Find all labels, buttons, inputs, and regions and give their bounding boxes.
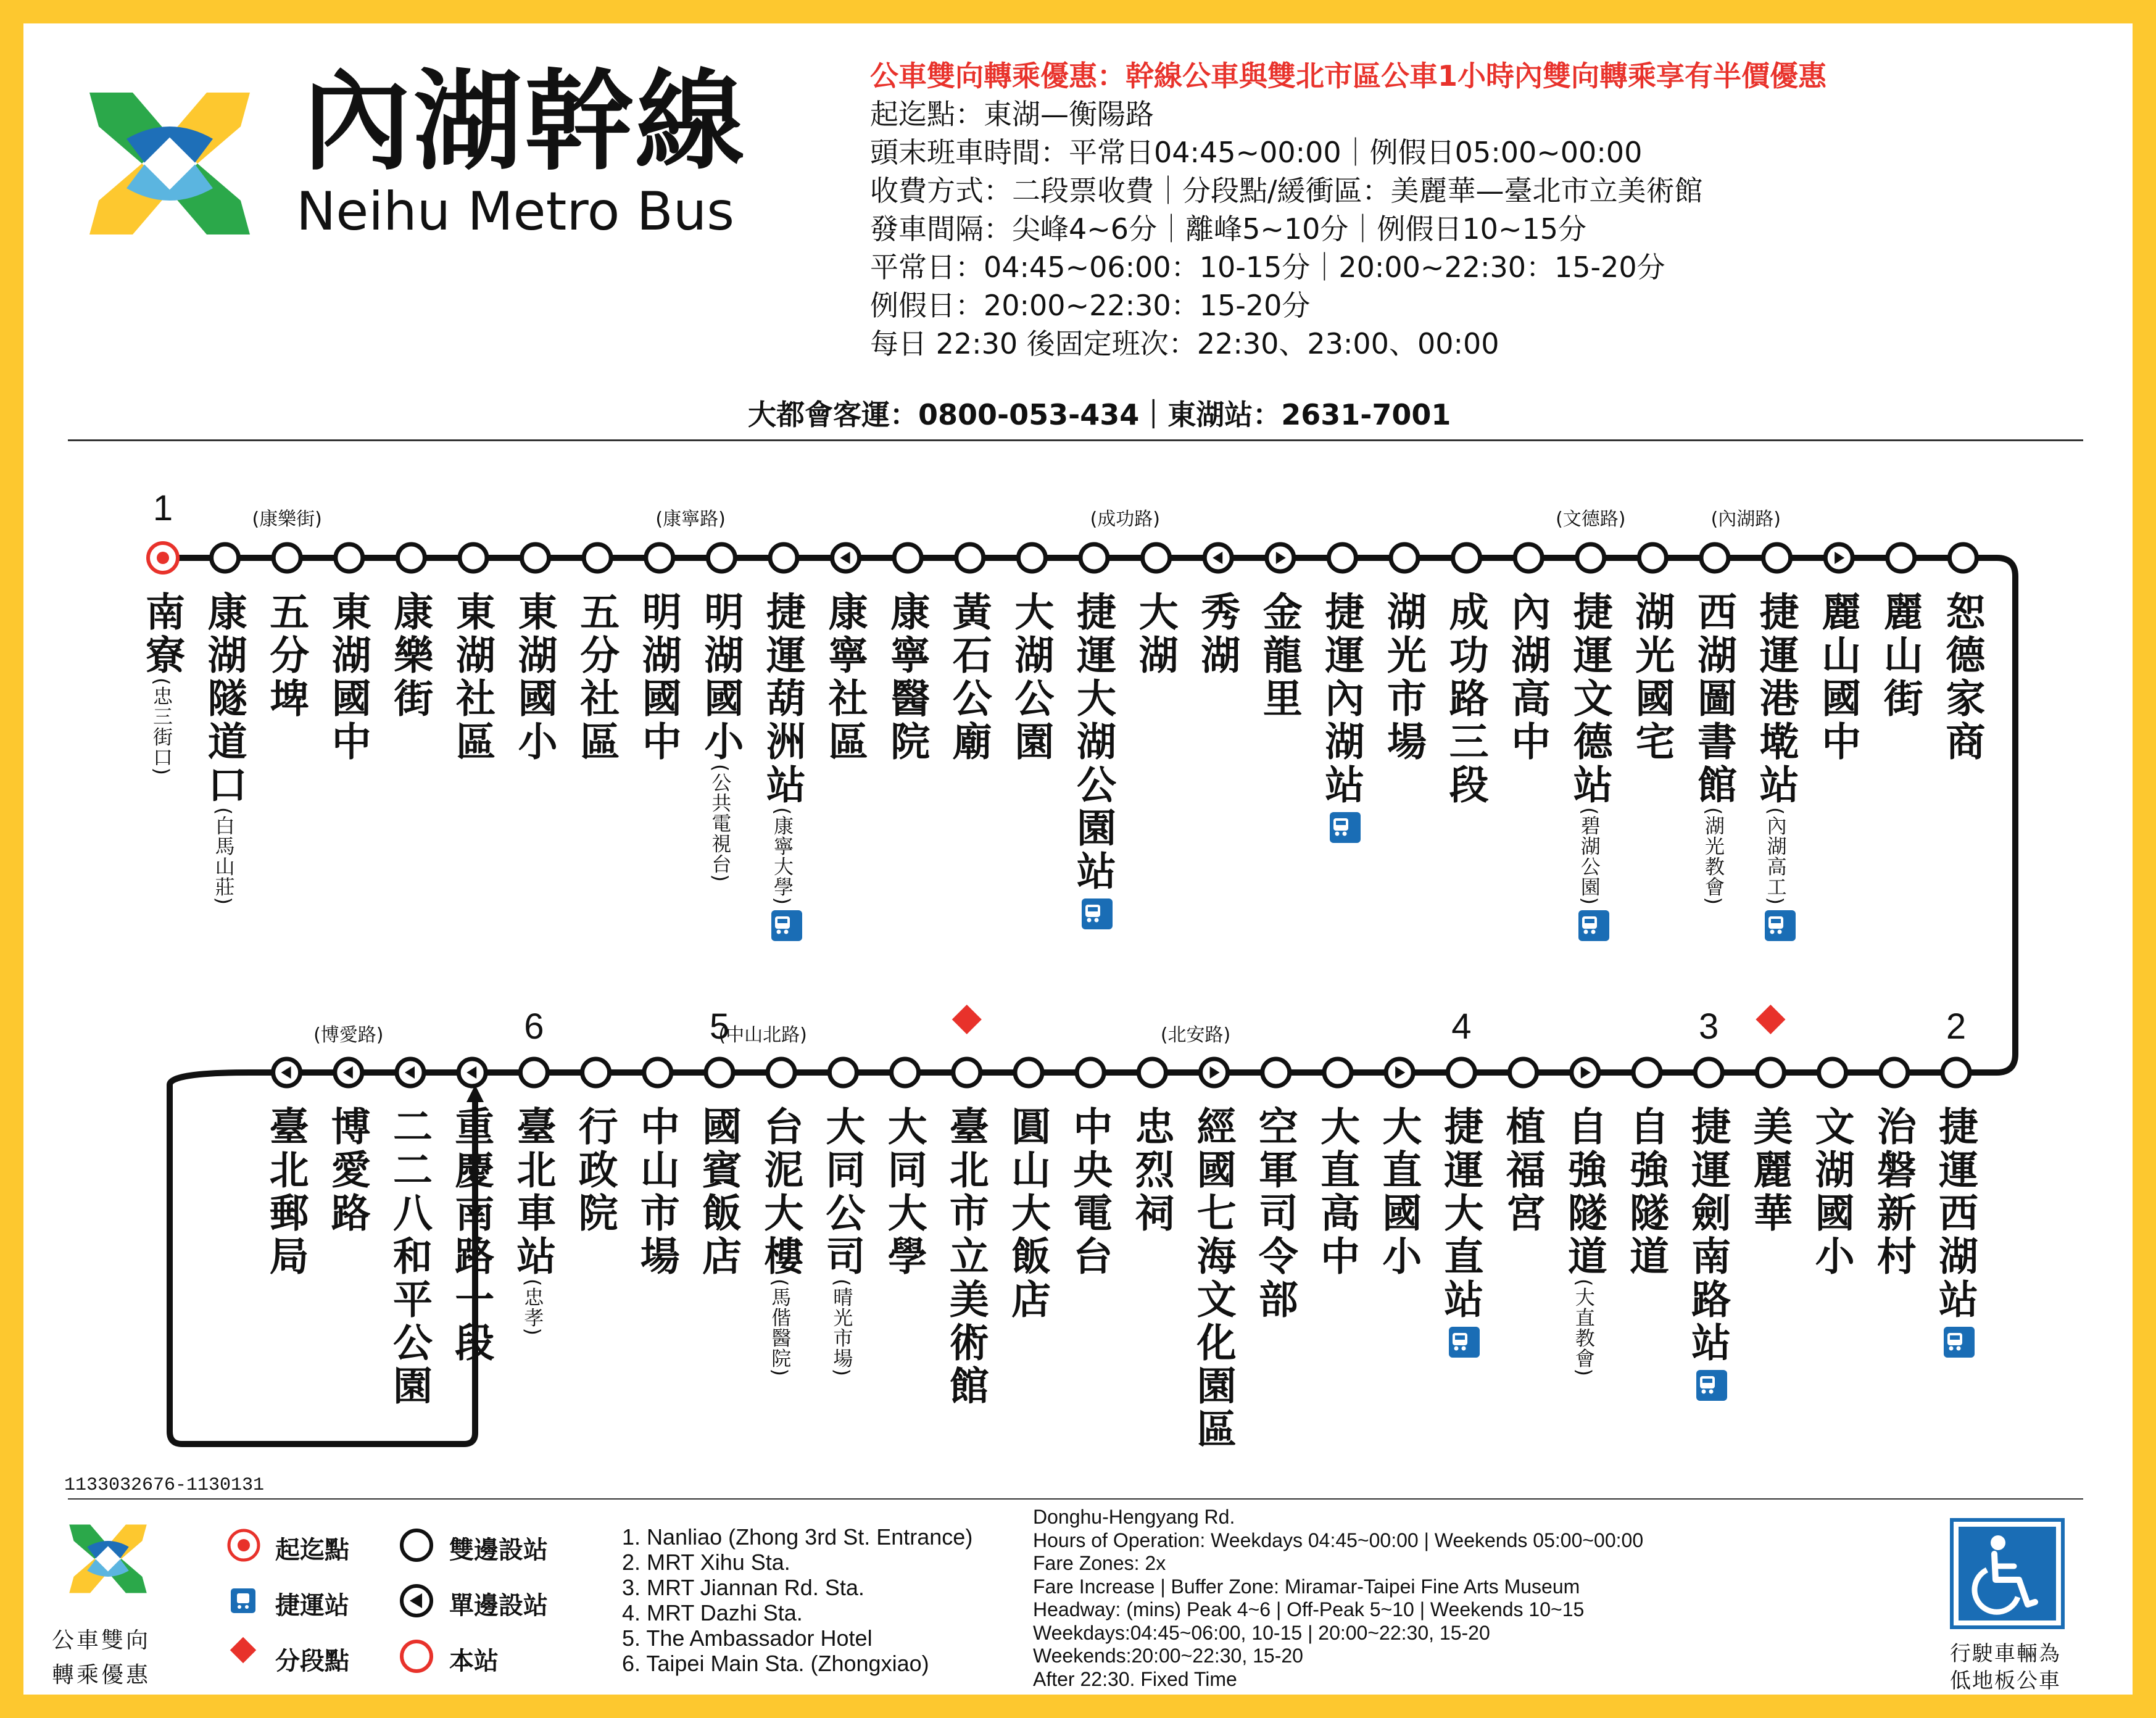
this-station-legend-icon xyxy=(402,1641,431,1671)
stop-name-text: 康寧社區 xyxy=(821,591,868,764)
stop-marker xyxy=(460,544,487,571)
stop-name xyxy=(263,591,309,721)
road-name: (康寧路) xyxy=(655,508,726,530)
english-info-line: Headway: (mins) Peak 4~6 | Off-Peak 5~10 | Weekends 10~15 xyxy=(1033,1598,1585,1620)
stop-name-text: 東湖社區 xyxy=(449,591,495,764)
stop-name xyxy=(819,1106,865,1377)
key-stop-number: 5 xyxy=(709,1006,730,1047)
english-info-line: Hours of Operation: Weekdays 04:45~00:00 | Weekends 05:00~00:00 xyxy=(1033,1529,1644,1551)
stop-name xyxy=(325,591,371,764)
mrt-station-icon xyxy=(771,910,802,941)
stop-name-text: 明湖國中 xyxy=(635,591,681,764)
stop-name-text: 南寮 xyxy=(139,591,185,678)
stop-subname: (內湖高工) xyxy=(1764,807,1788,905)
stop-name-text: 捷運大湖公園站 xyxy=(1070,591,1116,894)
stop-marker xyxy=(458,1059,486,1086)
stop-name xyxy=(201,591,247,905)
stop-marker xyxy=(1757,1059,1784,1086)
stop-name xyxy=(571,1106,618,1235)
english-info-line: Fare Increase | Buffer Zone: Miramar-Taipei Fine Arts Museum xyxy=(1033,1575,1580,1598)
stop-name-text: 臺北車站 xyxy=(510,1106,556,1279)
english-info-line: After 22:30. Fixed Time xyxy=(1033,1667,1237,1690)
stop-name-text: 空軍司令部 xyxy=(1251,1106,1298,1322)
stop-marker xyxy=(1764,544,1791,571)
stop-marker xyxy=(1329,544,1356,571)
key-stop-number: 3 xyxy=(1699,1006,1719,1047)
stop-name xyxy=(387,591,433,721)
road-name: (文德路) xyxy=(1556,508,1626,530)
stop-name-text: 忠烈祠 xyxy=(1128,1106,1174,1235)
transfer-discount: 公車雙向轉乘優惠：幹線公車與雙北市區公車1小時內雙向轉乘享有半價優惠 xyxy=(870,59,1827,93)
title-english: Neihu Metro Bus xyxy=(296,181,735,243)
stop-name-text: 捷運西湖站 xyxy=(1932,1106,1978,1322)
stop-marker xyxy=(335,1059,362,1086)
mrt-station-icon xyxy=(1765,910,1796,941)
stop-name xyxy=(573,591,620,764)
stop-marker xyxy=(1453,544,1480,571)
stop-name xyxy=(633,1106,679,1279)
stop-marker xyxy=(397,544,425,571)
stop-marker xyxy=(1819,1059,1846,1086)
stop-name xyxy=(139,591,185,776)
stop-marker xyxy=(522,544,549,571)
stop-name xyxy=(1437,1106,1483,1358)
stop-name xyxy=(1442,591,1488,807)
map-code: 1133032676-1130131 xyxy=(64,1475,265,1496)
stop-name-text: 植福宮 xyxy=(1499,1106,1545,1235)
stop-name xyxy=(1380,591,1426,764)
stop-name xyxy=(1314,1106,1359,1279)
stop-name-text: 東湖國中 xyxy=(325,591,371,764)
english-stop: 5. The Ambassador Hotel xyxy=(622,1625,873,1651)
english-stop-list xyxy=(622,1524,972,1676)
road-name: (康樂街) xyxy=(252,508,322,530)
stop-marker xyxy=(1015,1059,1042,1086)
stop-name xyxy=(884,591,930,764)
stop-marker xyxy=(1510,1059,1537,1086)
stop-name-text: 大直高中 xyxy=(1314,1106,1359,1279)
stop-name xyxy=(448,1106,494,1365)
stop-marker xyxy=(1201,1059,1228,1086)
stop-name-text: 秀湖 xyxy=(1194,591,1240,678)
stop-name xyxy=(1808,1106,1854,1279)
stop-name-text: 捷運港墘站 xyxy=(1752,591,1799,807)
stop-name-text: 湖光市場 xyxy=(1380,591,1426,764)
stop-name-text: 明湖國小 xyxy=(697,591,744,764)
stop-name xyxy=(1499,1106,1545,1235)
stop-marker xyxy=(1080,544,1108,571)
mrt-station-icon xyxy=(1696,1370,1727,1401)
stop-marker xyxy=(1018,544,1045,571)
stop-name-text: 成功路三段 xyxy=(1442,591,1488,807)
stop-marker xyxy=(1204,544,1232,571)
english-stop: 4. MRT Dazhi Sta. xyxy=(622,1600,803,1625)
stop-name-text: 二二八和平公園 xyxy=(386,1106,432,1408)
stop-name-text: 大湖 xyxy=(1132,591,1178,678)
stop-name xyxy=(1256,591,1302,721)
mrt-station-icon xyxy=(1944,1327,1975,1358)
stop-name xyxy=(821,591,868,764)
stop-name-text: 台泥大樓 xyxy=(757,1106,803,1279)
english-stop: 3. MRT Jiannan Rd. Sta. xyxy=(622,1575,864,1600)
stop-marker xyxy=(953,1059,981,1086)
stop-name-text: 圓山大飯店 xyxy=(1005,1106,1050,1322)
stop-marker xyxy=(1701,544,1728,571)
stop-name xyxy=(262,1106,309,1279)
stop-subname: (康寧大學) xyxy=(771,807,794,905)
stop-subname: (大直教會) xyxy=(1572,1279,1596,1377)
stop-name xyxy=(510,1106,556,1336)
stop-name xyxy=(1318,591,1364,843)
accessible-caption-1: 行駛車輛為 xyxy=(1950,1641,2061,1666)
stop-name xyxy=(760,591,805,941)
english-info-line: Fare Zones: 2x xyxy=(1033,1552,1166,1574)
stop-marker xyxy=(1143,544,1170,571)
info-line: 例假日：20:00~22:30：15-20分 xyxy=(870,289,1311,322)
road-name: (博愛路) xyxy=(313,1024,384,1046)
english-stop: 1. Nanliao (Zhong 3rd St. Entrance) xyxy=(622,1524,973,1550)
stop-marker xyxy=(520,1059,547,1086)
stop-name-text: 捷運文德站 xyxy=(1566,591,1612,807)
stop-name-text: 大直國小 xyxy=(1375,1106,1422,1279)
stop-marker xyxy=(829,1059,856,1086)
english-stop: 2. MRT Xihu Sta. xyxy=(622,1550,790,1575)
key-stop-number: 4 xyxy=(1451,1006,1472,1047)
stop-name xyxy=(695,1106,741,1279)
legend-one-side: 單邊設站 xyxy=(449,1591,548,1620)
stop-name xyxy=(1375,1106,1422,1279)
legend-terminal: 起迄點 xyxy=(275,1536,349,1564)
stop-name-text: 東湖國小 xyxy=(511,591,557,764)
stop-marker xyxy=(1391,544,1418,571)
english-info-line: Weekends:20:00~22:30, 15-20 xyxy=(1033,1645,1303,1667)
stop-name-text: 康寧醫院 xyxy=(884,591,930,764)
stop-name xyxy=(757,1106,803,1377)
legend-icons-col1 xyxy=(222,1528,265,1688)
stop-name xyxy=(1561,1106,1607,1377)
stop-name-text: 國賓飯店 xyxy=(695,1106,741,1279)
stop-name-text: 麗山國中 xyxy=(1815,591,1861,764)
stop-marker xyxy=(212,544,239,571)
stop-marker xyxy=(1825,544,1852,571)
stop-name-text: 大同公司 xyxy=(819,1106,865,1279)
stop-marker xyxy=(336,544,363,571)
stop-name xyxy=(1691,591,1736,905)
stop-marker xyxy=(584,544,611,571)
stop-name-text: 五分埤 xyxy=(263,591,309,721)
stop-name xyxy=(1939,591,1985,764)
legend-fare-point: 分段點 xyxy=(275,1647,349,1675)
stop-name xyxy=(945,591,992,764)
stop-name xyxy=(1504,591,1551,764)
footer-divider xyxy=(68,1498,2083,1500)
stop-name-text: 五分社區 xyxy=(573,591,620,764)
stop-marker xyxy=(148,543,178,573)
stop-name-text: 康湖隧道口 xyxy=(201,591,247,807)
stop-marker xyxy=(273,1059,301,1086)
transfer-logo-icon xyxy=(62,1516,154,1602)
stop-name-text: 博愛路 xyxy=(324,1106,370,1235)
legend-icons-col2 xyxy=(395,1528,438,1688)
mrt-station-icon xyxy=(1578,910,1609,941)
stop-name-text: 西湖圖書館 xyxy=(1691,591,1736,807)
stop-name-text: 行政院 xyxy=(571,1106,618,1235)
stop-name-text: 金龍里 xyxy=(1256,591,1302,721)
logo-caption-1: 公車雙向 xyxy=(52,1628,151,1653)
stop-name xyxy=(1685,1106,1731,1401)
stop-name xyxy=(511,591,557,764)
stop-marker xyxy=(1949,544,1976,571)
wheelchair-icon xyxy=(1950,1518,2065,1629)
logo-caption-2: 轉乘優惠 xyxy=(52,1662,151,1688)
stop-marker xyxy=(1448,1059,1475,1086)
stop-name xyxy=(1070,591,1116,929)
stop-marker xyxy=(956,544,984,571)
stop-marker xyxy=(894,544,921,571)
contact-line: 大都會客運：0800-053-434｜東湖站：2631-7001 xyxy=(748,398,1451,431)
fare-point-legend-icon xyxy=(230,1637,256,1663)
stop-marker xyxy=(1695,1059,1722,1086)
key-stop-number: 2 xyxy=(1946,1006,1967,1047)
stop-name xyxy=(1752,591,1799,941)
road-name: (中山北路) xyxy=(718,1024,807,1046)
stop-name-text: 康樂街 xyxy=(387,591,433,721)
stop-name-text: 恕德家商 xyxy=(1939,591,1985,764)
legend-both-sides: 雙邊設站 xyxy=(449,1536,548,1564)
stop-marker xyxy=(892,1059,919,1086)
stop-name-text: 捷運劍南路站 xyxy=(1685,1106,1731,1365)
stop-name xyxy=(1251,1106,1298,1322)
stop-name xyxy=(1066,1106,1113,1279)
stop-name xyxy=(1005,1106,1050,1322)
info-line: 頭末班車時間：平常日04:45~00:00｜例假日05:00~00:00 xyxy=(870,136,1643,169)
stop-name-text: 自強隧道 xyxy=(1623,1106,1669,1279)
stop-name-text: 捷運內湖站 xyxy=(1318,591,1364,807)
stop-name-text: 中山市場 xyxy=(633,1106,679,1279)
stop-name-text: 臺北市立美術館 xyxy=(942,1106,989,1408)
info-line: 平常日：04:45~06:00：10-15分｜20:00~22:30：15-20分 xyxy=(870,251,1665,284)
stop-name-text: 自強隧道 xyxy=(1561,1106,1607,1279)
english-service-info xyxy=(1033,1506,1643,1691)
stop-name xyxy=(635,591,681,764)
stop-marker xyxy=(397,1059,424,1086)
stop-subname: (忠孝) xyxy=(521,1279,545,1336)
stop-name-text: 美麗華 xyxy=(1746,1106,1793,1235)
stop-marker xyxy=(708,544,735,571)
stop-name xyxy=(1815,591,1861,764)
stop-name xyxy=(1876,591,1923,721)
stop-marker xyxy=(1633,1059,1661,1086)
accessible-caption-2: 低地板公車 xyxy=(1950,1669,2061,1693)
stop-marker xyxy=(1267,544,1294,571)
stop-name xyxy=(324,1106,370,1235)
stop-subname: (忠三街口) xyxy=(150,678,173,776)
stop-name xyxy=(1190,1106,1236,1451)
both-sides-legend-icon xyxy=(402,1530,431,1560)
stop-marker xyxy=(770,544,797,571)
english-stop: 6. Taipei Main Sta. (Zhongxiao) xyxy=(622,1651,929,1676)
stop-name-text: 經國七海文化園區 xyxy=(1190,1106,1236,1451)
stop-name-text: 重慶南路一段 xyxy=(448,1106,494,1365)
stop-marker xyxy=(768,1059,795,1086)
info-line: 收費方式：二段票收費｜分段點/緩衝區：美麗華—臺北市立美術館 xyxy=(870,174,1703,207)
stop-marker xyxy=(1386,1059,1413,1086)
stop-marker xyxy=(1263,1059,1290,1086)
stop-marker xyxy=(1577,544,1604,571)
stop-marker xyxy=(1138,1059,1166,1086)
stop-name-text: 內湖高中 xyxy=(1504,591,1551,764)
stop-name xyxy=(1623,1106,1669,1279)
stop-marker xyxy=(1639,544,1666,571)
info-line: 起迄點：東湖—衡陽路 xyxy=(870,98,1154,131)
fare-point-icon xyxy=(1756,1005,1785,1034)
stop-marker xyxy=(1881,1059,1908,1086)
stop-subname: (晴光市場) xyxy=(830,1279,854,1377)
info-line: 每日 22:30 後固定班次：22:30、23:00、00:00 xyxy=(870,327,1499,360)
key-stop-number: 6 xyxy=(524,1006,544,1047)
stop-name xyxy=(386,1106,432,1408)
stop-name xyxy=(449,591,495,764)
stop-marker xyxy=(273,544,301,571)
stop-marker xyxy=(1942,1059,1970,1086)
road-name: (內湖路) xyxy=(1710,508,1781,530)
stop-subname: (馬偕醫院) xyxy=(768,1279,792,1377)
stop-name-text: 湖光國宅 xyxy=(1628,591,1675,764)
stop-name xyxy=(1870,1106,1916,1279)
info-line: 發車間隔：尖峰4~6分｜離峰5~10分｜例假日10~15分 xyxy=(870,212,1587,246)
stop-marker xyxy=(1572,1059,1599,1086)
stop-name xyxy=(697,591,744,882)
stop-name xyxy=(1746,1106,1793,1235)
stop-name-text: 捷運葫洲站 xyxy=(760,591,805,807)
stop-name-text: 臺北郵局 xyxy=(262,1106,309,1279)
stop-subname: (公共電視台) xyxy=(708,764,732,882)
stop-subname: (碧湖公園) xyxy=(1577,807,1601,905)
stop-name xyxy=(1628,591,1675,764)
stop-name-text: 捷運大直站 xyxy=(1437,1106,1483,1322)
legend-this-station: 本站 xyxy=(449,1647,499,1675)
english-info-line: Donghu-Hengyang Rd. xyxy=(1033,1506,1235,1528)
stop-marker xyxy=(1077,1059,1104,1086)
stop-marker xyxy=(1888,544,1915,571)
stop-name-text: 麗山街 xyxy=(1876,591,1923,721)
stop-name xyxy=(1932,1106,1978,1358)
key-stop-number: 1 xyxy=(152,488,173,528)
mrt-station-icon xyxy=(1082,898,1113,929)
stop-marker xyxy=(1515,544,1542,571)
stop-name xyxy=(1566,591,1612,941)
stop-marker xyxy=(832,544,860,571)
stop-name xyxy=(1008,591,1054,764)
stop-name-text: 中央電台 xyxy=(1066,1106,1113,1279)
stop-marker xyxy=(583,1059,610,1086)
stop-name xyxy=(1194,591,1240,678)
stop-name-text: 大湖公園 xyxy=(1008,591,1054,764)
stop-name xyxy=(942,1106,989,1408)
legend-mrt: 捷運站 xyxy=(275,1591,349,1620)
stop-marker xyxy=(706,1059,733,1086)
fare-point-icon xyxy=(952,1005,982,1034)
english-info-line: Weekdays:04:45~06:00, 10-15 | 20:00~22:30, 15-20 xyxy=(1033,1621,1490,1644)
stop-name-text: 黃石公廟 xyxy=(945,591,992,764)
road-name: (成功路) xyxy=(1090,508,1161,530)
stop-name xyxy=(1128,1106,1174,1235)
stop-name-text: 大同大學 xyxy=(881,1106,927,1279)
stop-name-text: 文湖國小 xyxy=(1808,1106,1854,1279)
title-chinese: 內湖幹線 xyxy=(302,59,747,185)
stop-name xyxy=(1132,591,1178,678)
stop-marker xyxy=(1324,1059,1351,1086)
stop-subname: (白馬山莊) xyxy=(212,807,236,905)
stop-marker xyxy=(646,544,673,571)
mrt-station-icon xyxy=(1449,1327,1480,1358)
stop-name xyxy=(881,1106,927,1279)
road-name: (北安路) xyxy=(1160,1024,1231,1046)
stop-subname: (湖光教會) xyxy=(1702,807,1725,905)
stop-marker xyxy=(644,1059,671,1086)
stop-name-text: 治磐新村 xyxy=(1870,1106,1916,1279)
mrt-station-icon xyxy=(1330,812,1361,843)
